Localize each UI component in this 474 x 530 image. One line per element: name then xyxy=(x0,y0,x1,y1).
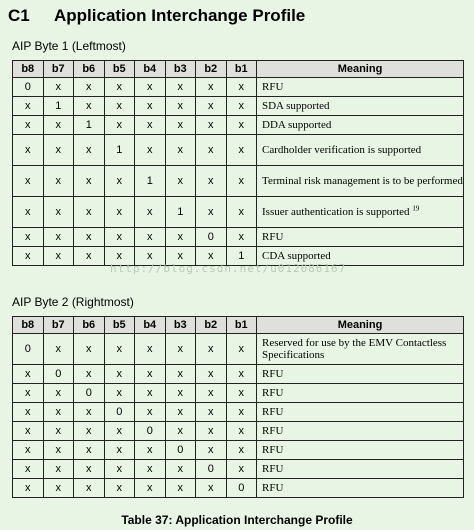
bit-cell: x xyxy=(196,441,227,460)
bit-cell: x xyxy=(135,135,166,166)
column-header-5: b4 xyxy=(135,61,166,78)
meaning-cell xyxy=(257,334,464,365)
bit-cell: x xyxy=(135,460,166,479)
column-header-3: b6 xyxy=(74,61,105,78)
bit-cell: x xyxy=(74,166,105,197)
bit-cell: x xyxy=(165,365,196,384)
bit-cell: x xyxy=(135,116,166,135)
meaning-cell xyxy=(257,166,464,197)
table-row xyxy=(13,403,464,422)
table-row xyxy=(13,78,464,97)
bit-cell: 0 xyxy=(165,441,196,460)
bit-cell: x xyxy=(74,97,105,116)
table-row xyxy=(13,97,464,116)
bit-cell: 0 xyxy=(196,228,227,247)
bit-cell: x xyxy=(196,116,227,135)
bit-cell: x xyxy=(165,479,196,498)
bit-cell: 1 xyxy=(226,247,257,266)
bit-cell: x xyxy=(196,384,227,403)
bit-cell: x xyxy=(13,365,44,384)
bit-cell: x xyxy=(43,116,74,135)
meaning-text: RFU xyxy=(262,81,284,93)
meaning-cell xyxy=(257,422,464,441)
table-row xyxy=(13,479,464,498)
bit-cell: x xyxy=(135,334,166,365)
bit-cell: x xyxy=(13,197,44,228)
table-header-row xyxy=(13,61,464,78)
bit-cell: x xyxy=(196,197,227,228)
bit-cell: x xyxy=(104,247,135,266)
bit-cell: x xyxy=(135,403,166,422)
meaning-text: SDA supported xyxy=(262,100,330,112)
bit-cell: x xyxy=(13,228,44,247)
section-title: Application Interchange Profile xyxy=(54,6,306,25)
table-row xyxy=(13,197,464,228)
table-row xyxy=(13,384,464,403)
bit-cell: x xyxy=(135,479,166,498)
bit-cell: x xyxy=(196,166,227,197)
bit-cell: x xyxy=(165,228,196,247)
bit-cell: x xyxy=(226,422,257,441)
bit-cell: x xyxy=(226,441,257,460)
column-header-1: b8 xyxy=(13,61,44,78)
table-row xyxy=(13,334,464,365)
meaning-text: Terminal risk management is to be performed xyxy=(262,175,463,187)
bit-cell: x xyxy=(135,78,166,97)
bit-cell: x xyxy=(13,403,44,422)
bit-cell: x xyxy=(226,197,257,228)
meaning-text: RFU xyxy=(262,444,284,456)
bit-cell: x xyxy=(43,166,74,197)
table-row xyxy=(13,460,464,479)
bit-cell: x xyxy=(165,247,196,266)
meaning-text: Issuer authentication is supported xyxy=(262,206,410,218)
meaning-text: RFU xyxy=(262,368,284,380)
bit-cell: x xyxy=(43,228,74,247)
bit-cell: x xyxy=(74,460,105,479)
column-header-7: b2 xyxy=(196,61,227,78)
table-row xyxy=(13,422,464,441)
bit-cell: 0 xyxy=(13,78,44,97)
bit-cell: x xyxy=(104,479,135,498)
bit-cell: x xyxy=(165,422,196,441)
bit-cell: x xyxy=(196,334,227,365)
bit-cell: 0 xyxy=(196,460,227,479)
bit-cell: x xyxy=(226,97,257,116)
meaning-text: RFU xyxy=(262,406,284,418)
bit-cell: 0 xyxy=(43,365,74,384)
meaning-cell xyxy=(257,78,464,97)
meaning-cell xyxy=(257,460,464,479)
bit-cell: x xyxy=(104,197,135,228)
bit-cell: x xyxy=(74,479,105,498)
bit-cell: x xyxy=(135,441,166,460)
table-row xyxy=(13,135,464,166)
column-header-8: b1 xyxy=(226,317,257,334)
bit-cell: 0 xyxy=(104,403,135,422)
bit-cell: 1 xyxy=(104,135,135,166)
meaning-text: CDA supported xyxy=(262,250,331,262)
column-header-2: b7 xyxy=(43,317,74,334)
meaning-cell xyxy=(257,135,464,166)
bit-cell: x xyxy=(43,479,74,498)
column-header-2: b7 xyxy=(43,61,74,78)
bit-cell: 1 xyxy=(43,97,74,116)
column-header-8: b1 xyxy=(226,61,257,78)
watermark: http://blog.csdn.net/u012086167 xyxy=(110,262,347,275)
bit-cell: x xyxy=(74,403,105,422)
bit-cell: x xyxy=(196,365,227,384)
table-header-row xyxy=(13,317,464,334)
bit-cell: x xyxy=(104,334,135,365)
table-row xyxy=(13,166,464,197)
bit-cell: x xyxy=(165,97,196,116)
bit-cell: x xyxy=(165,116,196,135)
aip-byte2-table xyxy=(12,316,464,498)
bit-cell: x xyxy=(104,97,135,116)
bit-cell: x xyxy=(74,365,105,384)
bit-cell: x xyxy=(226,334,257,365)
bit-cell: x xyxy=(165,166,196,197)
bit-cell: x xyxy=(13,116,44,135)
meaning-text: DDA supported xyxy=(262,119,332,131)
bit-cell: x xyxy=(135,247,166,266)
bit-cell: x xyxy=(165,78,196,97)
bit-cell: x xyxy=(226,135,257,166)
column-header-4: b5 xyxy=(104,61,135,78)
bit-cell: x xyxy=(135,97,166,116)
bit-cell: x xyxy=(196,135,227,166)
bit-cell: x xyxy=(226,228,257,247)
bit-cell: 0 xyxy=(135,422,166,441)
table-row xyxy=(13,228,464,247)
bit-cell: x xyxy=(74,422,105,441)
bit-cell: x xyxy=(74,135,105,166)
bit-cell: x xyxy=(104,460,135,479)
bit-cell: x xyxy=(226,384,257,403)
bit-cell: x xyxy=(135,365,166,384)
bit-cell: x xyxy=(43,441,74,460)
bit-cell: x xyxy=(13,166,44,197)
bit-cell: x xyxy=(196,479,227,498)
bit-cell: x xyxy=(196,422,227,441)
bit-cell: x xyxy=(43,384,74,403)
byte1-caption: AIP Byte 1 (Leftmost) xyxy=(12,39,126,53)
bit-cell: x xyxy=(74,334,105,365)
column-header-6: b3 xyxy=(165,317,196,334)
meaning-cell xyxy=(257,228,464,247)
bit-cell: x xyxy=(43,197,74,228)
bit-cell: x xyxy=(135,197,166,228)
bit-cell: x xyxy=(226,116,257,135)
meaning-text: RFU xyxy=(262,463,284,475)
meaning-text: Reserved for use by the EMV Contactless Specifications xyxy=(262,337,447,361)
table-row xyxy=(13,441,464,460)
bit-cell: x xyxy=(165,403,196,422)
column-header-6: b3 xyxy=(165,61,196,78)
bit-cell: x xyxy=(104,422,135,441)
bit-cell: x xyxy=(104,228,135,247)
bit-cell: x xyxy=(226,460,257,479)
bit-cell: x xyxy=(104,384,135,403)
bit-cell: x xyxy=(226,78,257,97)
table-caption: Table 37: Application Interchange Profile xyxy=(121,513,353,527)
bit-cell: x xyxy=(43,403,74,422)
bit-cell: x xyxy=(104,166,135,197)
meaning-cell xyxy=(257,384,464,403)
bit-cell: x xyxy=(135,384,166,403)
bit-cell: x xyxy=(74,197,105,228)
bit-cell: x xyxy=(104,441,135,460)
bit-cell: x xyxy=(196,97,227,116)
bit-cell: x xyxy=(13,460,44,479)
aip-byte1-table xyxy=(12,60,464,266)
column-header-4: b5 xyxy=(104,317,135,334)
meaning-cell xyxy=(257,197,464,228)
bit-cell: 0 xyxy=(13,334,44,365)
bit-cell: 1 xyxy=(74,116,105,135)
bit-cell: x xyxy=(196,78,227,97)
meaning-cell xyxy=(257,97,464,116)
meaning-text: RFU xyxy=(262,231,284,243)
bit-cell: x xyxy=(135,228,166,247)
bit-cell: x xyxy=(104,116,135,135)
bit-cell: x xyxy=(13,97,44,116)
bit-cell: x xyxy=(196,403,227,422)
bit-cell: x xyxy=(43,247,74,266)
bit-cell: x xyxy=(165,135,196,166)
bit-cell: x xyxy=(104,78,135,97)
column-header-7: b2 xyxy=(196,317,227,334)
bit-cell: x xyxy=(43,422,74,441)
bit-cell: x xyxy=(226,403,257,422)
bit-cell: x xyxy=(43,334,74,365)
bit-cell: x xyxy=(165,460,196,479)
bit-cell: x xyxy=(13,422,44,441)
column-header-1: b8 xyxy=(13,317,44,334)
column-header-3: b6 xyxy=(74,317,105,334)
bit-cell: x xyxy=(13,384,44,403)
bit-cell: 1 xyxy=(165,197,196,228)
bit-cell: x xyxy=(226,365,257,384)
bit-cell: x xyxy=(13,479,44,498)
bit-cell: 0 xyxy=(226,479,257,498)
meaning-cell xyxy=(257,479,464,498)
bit-cell: x xyxy=(104,365,135,384)
bit-cell: 0 xyxy=(74,384,105,403)
bit-cell: x xyxy=(74,247,105,266)
bit-cell: x xyxy=(13,247,44,266)
meaning-text: RFU xyxy=(262,425,284,437)
bit-cell: 1 xyxy=(135,166,166,197)
bit-cell: x xyxy=(74,78,105,97)
column-header-meaning: Meaning xyxy=(257,317,464,334)
bit-cell: x xyxy=(43,78,74,97)
table-row xyxy=(13,116,464,135)
section-heading xyxy=(8,6,305,26)
bit-cell: x xyxy=(13,135,44,166)
bit-cell: x xyxy=(74,441,105,460)
meaning-cell xyxy=(257,365,464,384)
bit-cell: x xyxy=(13,441,44,460)
footnote-ref: 19 xyxy=(412,204,420,213)
bit-cell: x xyxy=(43,460,74,479)
column-header-5: b4 xyxy=(135,317,166,334)
meaning-cell xyxy=(257,116,464,135)
meaning-text: Cardholder verification is supported xyxy=(262,144,422,156)
bit-cell: x xyxy=(226,166,257,197)
bit-cell: x xyxy=(43,135,74,166)
column-header-meaning: Meaning xyxy=(257,61,464,78)
meaning-text: RFU xyxy=(262,387,284,399)
table-row xyxy=(13,365,464,384)
byte2-caption: AIP Byte 2 (Rightmost) xyxy=(12,295,134,309)
bit-cell: x xyxy=(196,247,227,266)
section-number: C1 xyxy=(8,6,30,25)
meaning-text: RFU xyxy=(262,482,284,494)
bit-cell: x xyxy=(165,334,196,365)
bit-cell: x xyxy=(165,384,196,403)
bit-cell: x xyxy=(74,228,105,247)
meaning-cell xyxy=(257,403,464,422)
meaning-cell xyxy=(257,441,464,460)
